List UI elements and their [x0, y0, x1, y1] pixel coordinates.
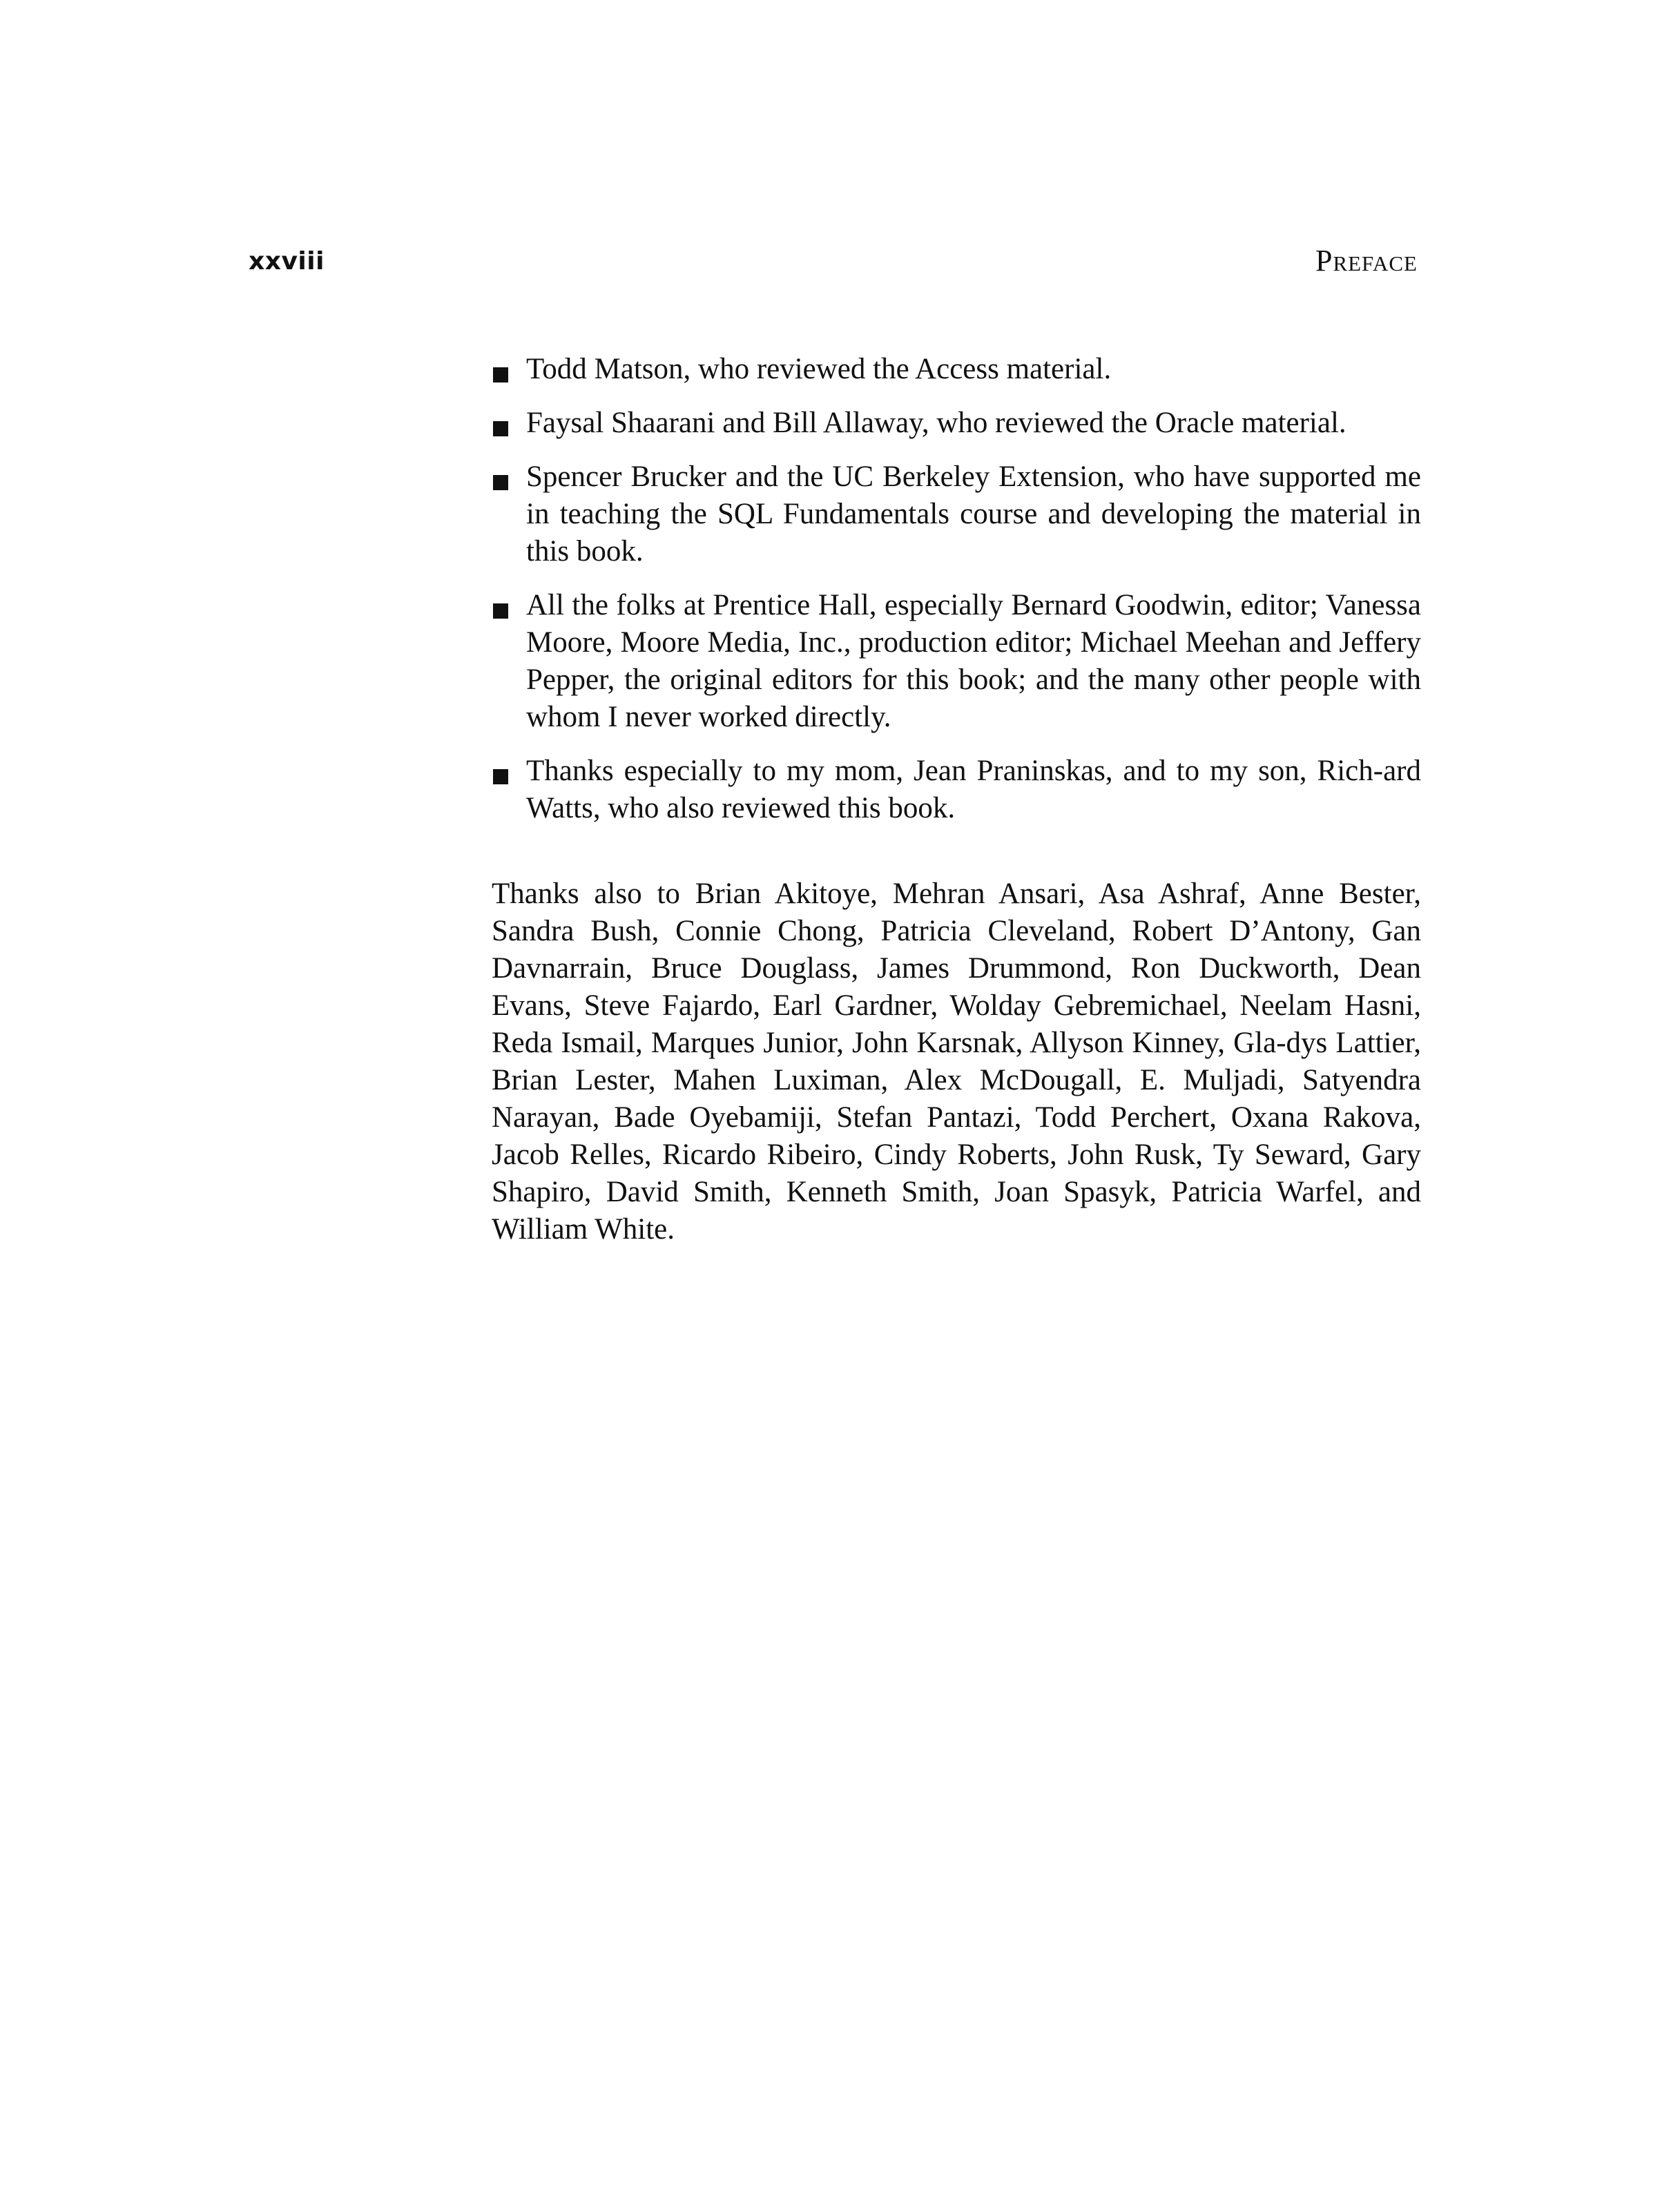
list-item-text: Spencer Brucker and the UC Berkeley Extension, who have supported me in teaching the SQL Fundamentals course and developing the material in this book.: [526, 461, 1421, 568]
square-bullet-icon: [493, 769, 508, 784]
list-item: [492, 351, 1421, 388]
acknowledgments-list: [492, 351, 1421, 827]
list-item-text: Thanks especially to my mom, Jean Praninskas, and to my son, Rich-ard Watts, who also reviewed this book.: [526, 755, 1421, 824]
thanks-paragraph: Thanks also to Brian Akitoye, Mehran Ansari, Asa Ashraf, Anne Bester, Sandra Bush, Connie Chong, Patricia Cleveland, Robert D’Antony, Gan Davnarrain, Bruce Douglass, James Drummond, Ron Duckworth, Dean Evans, Steve Fajardo, Earl Gardner, Wolday Gebremichael, Neelam Hasni, Reda Ismail, Marques Junior, John Karsnak, Allyson Kinney, Gla-dys Lattier, Brian Lester, Mahen Luximan, Alex McDougall, E. Muljadi, Satyendra Narayan, Bade Oyebamiji, Stefan Pantazi, Todd Perchert, Oxana Rakova, Jacob Relles, Ricardo Ribeiro, Cindy Roberts, John Rusk, Ty Seward, Gary Shapiro, David Smith, Kenneth Smith, Joan Spasyk, Patricia Warfel, and William White.: [492, 878, 1421, 1246]
square-bullet-icon: [493, 367, 508, 382]
page-number: xxviii: [249, 247, 325, 275]
list-item: [492, 458, 1421, 570]
list-item-text: All the folks at Prentice Hall, especially Bernard Goodwin, editor; Vanessa Moore, Moore Media, Inc., production editor; Michael Meehan and Jeffery Pepper, the original editors for this book; and the many other people with whom I never worked directly.: [526, 589, 1421, 733]
square-bullet-icon: [493, 603, 508, 619]
list-item: [492, 753, 1421, 827]
list-item-text: Faysal Shaarani and Bill Allaway, who reviewed the Oracle material.: [526, 407, 1346, 439]
running-head: Preface: [1315, 244, 1418, 278]
acknowledgments-section: [492, 351, 1421, 1248]
list-item-text: Todd Matson, who reviewed the Access material.: [526, 353, 1112, 385]
square-bullet-icon: [493, 475, 508, 490]
list-item: [492, 405, 1421, 442]
square-bullet-icon: [493, 421, 508, 436]
list-item: [492, 587, 1421, 736]
